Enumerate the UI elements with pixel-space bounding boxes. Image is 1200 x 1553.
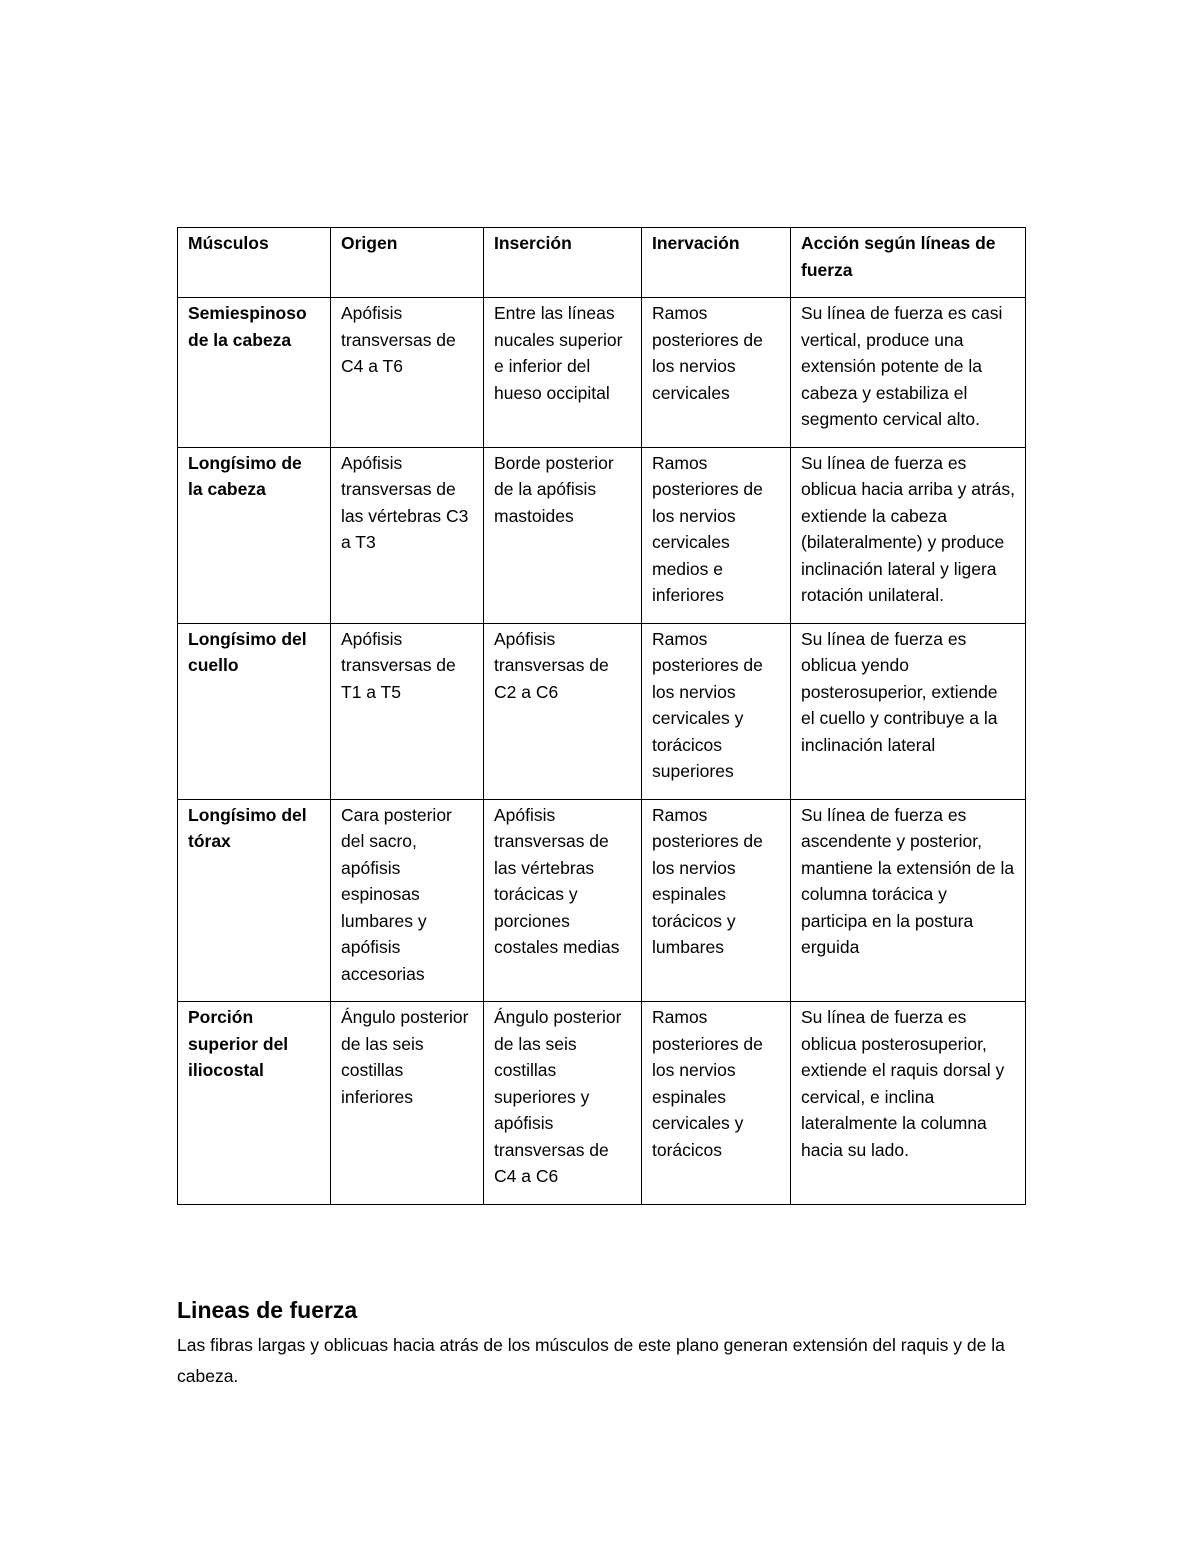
cell-insertion: Borde posterior de la apófisis mastoides	[484, 447, 642, 623]
cell-origin: Cara posterior del sacro, apófisis espinosas lumbares y apófisis accesorias	[331, 799, 484, 1002]
muscles-table	[177, 227, 1026, 1205]
cell-origin: Apófisis transversas de T1 a T5	[331, 623, 484, 799]
table-row	[178, 1002, 1026, 1205]
cell-muscle: Semiespinoso de la cabeza	[178, 298, 331, 448]
cell-action: Su línea de fuerza es oblicua hacia arriba y atrás, extiende la cabeza (bilateralmente) y produce inclinación lateral y ligera rotación unilateral.	[791, 447, 1026, 623]
cell-muscle: Porción superior del iliocostal	[178, 1002, 331, 1205]
cell-origin: Apófisis transversas de C4 a T6	[331, 298, 484, 448]
table-row	[178, 623, 1026, 799]
cell-action: Su línea de fuerza es casi vertical, produce una extensión potente de la cabeza y estabiliza el segmento cervical alto.	[791, 298, 1026, 448]
header-insertion: Inserción	[484, 228, 642, 298]
section-heading: Lineas de fuerza	[177, 1297, 358, 1323]
cell-innervation: Ramos posteriores de los nervios espinales cervicales y torácicos	[642, 1002, 791, 1205]
cell-insertion: Apófisis transversas de C2 a C6	[484, 623, 642, 799]
header-muscles: Músculos	[178, 228, 331, 298]
header-innervation: Inervación	[642, 228, 791, 298]
cell-muscle: Longísimo del tórax	[178, 799, 331, 1002]
cell-muscle: Longísimo de la cabeza	[178, 447, 331, 623]
cell-insertion: Apófisis transversas de las vértebras torácicas y porciones costales medias	[484, 799, 642, 1002]
cell-insertion: Entre las líneas nucales superior e inferior del hueso occipital	[484, 298, 642, 448]
cell-action: Su línea de fuerza es ascendente y posterior, mantiene la extensión de la columna torácica y participa en la postura erguida	[791, 799, 1026, 1002]
cell-muscle: Longísimo del cuello	[178, 623, 331, 799]
cell-innervation: Ramos posteriores de los nervios cervicales medios e inferiores	[642, 447, 791, 623]
header-origin: Origen	[331, 228, 484, 298]
cell-action: Su línea de fuerza es oblicua posterosuperior, extiende el raquis dorsal y cervical, e inclina lateralmente la columna hacia su lado.	[791, 1002, 1026, 1205]
cell-origin: Apófisis transversas de las vértebras C3 a T3	[331, 447, 484, 623]
section-paragraph: Las fibras largas y oblicuas hacia atrás de los músculos de este plano generan extensión del raquis y de la cabeza.	[177, 1335, 1005, 1386]
cell-innervation: Ramos posteriores de los nervios cervicales y torácicos superiores	[642, 623, 791, 799]
table-row	[178, 799, 1026, 1002]
cell-insertion: Ángulo posterior de las seis costillas superiores y apófisis transversas de C4 a C6	[484, 1002, 642, 1205]
cell-action: Su línea de fuerza es oblicua yendo posterosuperior, extiende el cuello y contribuye a la inclinación lateral	[791, 623, 1026, 799]
cell-innervation: Ramos posteriores de los nervios cervicales	[642, 298, 791, 448]
table-header-row	[178, 228, 1026, 298]
cell-origin: Ángulo posterior de las seis costillas inferiores	[331, 1002, 484, 1205]
table-row	[178, 298, 1026, 448]
cell-innervation: Ramos posteriores de los nervios espinales torácicos y lumbares	[642, 799, 791, 1002]
header-action: Acción según líneas de fuerza	[791, 228, 1026, 298]
table-row	[178, 447, 1026, 623]
